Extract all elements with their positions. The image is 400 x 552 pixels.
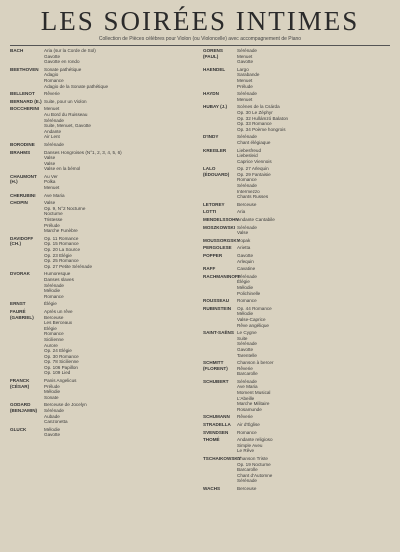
composer-entry [203,414,390,420]
work-title: Gavotte [44,53,61,59]
work-list [237,437,390,454]
work-title: Nocturne [44,211,63,217]
work-title: Berceuse [237,201,257,207]
composer-name: DAVIDOFF (CH.) [10,235,34,247]
work-title: Op. 109 Lied [44,370,71,376]
work-list [237,217,390,223]
composer-name: BERNARD (E.) [10,98,42,104]
composer-entry [203,48,390,65]
work-list [44,378,197,400]
work-title: Cavatine [237,266,256,272]
composer-name: SCHMITT (FLORENT) [203,360,228,371]
work-title: Op. 106 Papillon [44,364,78,370]
work-title: Sonate [44,394,59,400]
composer-name: FRANCK (CÉSAR) [10,378,30,389]
composer-name: ERNST [10,301,26,307]
composer-name: GODARD (BENJAMIN) [10,402,38,414]
composer-name: BACH [10,48,24,53]
composer-entry [10,174,197,191]
composer-entry [203,486,390,492]
composer-entry [10,193,197,199]
work-title: Romance [237,429,257,435]
work-list [237,148,390,165]
composer-entry [10,91,197,97]
composer-name: SCHUBERT [203,378,229,384]
title-divider [10,45,390,46]
composer-name: GLUCK [10,426,27,432]
work-title: Élégie [237,279,250,285]
composer-entry [203,330,390,358]
composer-entry [10,48,197,65]
composer-name: SAINT-SAËNS [203,330,234,336]
work-list [44,48,197,65]
work-list [237,91,390,102]
entry-spacer [10,438,197,440]
work-title: Air d'Église [237,422,260,428]
work-list [44,309,197,376]
composer-entry [10,106,197,140]
work-title: Gavotte [237,346,254,352]
work-title: Adagio [44,72,59,78]
work-title: Aubade [44,413,60,419]
work-list [237,104,390,132]
composer-name: WACHS [203,485,221,491]
work-title: Gavotte [44,432,61,438]
work-title: Rosamunde [237,406,262,412]
work-list [44,427,197,438]
work-title: Mélodie [44,426,61,432]
work-title: Chant élégiaque [237,139,271,145]
composer-name: RUBINSTEIN [203,305,232,311]
catalog-columns [10,48,390,548]
composer-entry [203,91,390,102]
work-title: Intermezzo [237,188,260,194]
work-title: Polka [44,179,56,185]
composer-entry [203,209,390,215]
composer-entry [203,202,390,208]
work-title: Caprice Viennois [237,158,272,164]
work-title: Berceuse de Jocelyn [44,402,87,408]
composer-name: HAYDN [203,91,219,97]
work-title: Barcarolle [237,467,258,473]
work-title: Op. 30 Romance [44,353,79,359]
work-title: Suite [237,335,248,341]
work-title: Humoresque [44,271,71,277]
composer-entry [203,456,390,484]
composer-entry [10,402,197,424]
work-title: Sérénade [237,341,257,347]
composer-name: HUBAY (J.) [203,104,227,110]
work-title: Sicilienne [44,336,64,342]
work-title: Sérénade [237,183,257,189]
work-title: Simple Aveu [237,442,263,448]
work-title: Romance [44,293,64,299]
work-list [237,134,390,145]
composer-name: CHOPIN [10,200,28,206]
composer-name: POPPER [203,253,223,258]
composer-entry [10,236,197,270]
composer-name: SCHUMANN [203,414,230,420]
work-title: Sérénade [237,224,257,230]
composer-name: CHAUMONT (H.) [10,173,37,185]
work-title: Sérénade [44,141,64,147]
catalog-column-right [203,48,390,548]
work-list [44,106,197,140]
work-title: Sérénade [44,408,64,414]
work-list [237,202,390,208]
work-title: Marche Militaire [237,401,270,407]
work-title: Op. 27 Arlequin [237,166,269,172]
composer-name: RACHMANINOFF [203,273,241,279]
work-title: Sérénade [237,273,257,279]
work-list [44,301,197,307]
composer-entry [203,67,390,89]
work-title: Mélodie [44,389,61,395]
composer-name: BRAHMS [10,149,31,155]
work-title: Op. 29 Fantaisie [237,171,271,177]
work-list [237,238,390,244]
work-title: Adagio de la Sonate pathétique [44,83,109,89]
work-title: Tristesse [44,217,63,223]
composer-name: BORODINE [10,141,35,147]
composer-entry [10,142,197,148]
work-title: Op. 30 Le Zéphyr [237,109,273,115]
composer-name: D'INDY [203,134,219,140]
work-list [44,174,197,191]
composer-entry [203,245,390,251]
work-list [237,360,390,377]
work-title: Andante religioso [237,437,273,443]
work-title: Danses Hongroises (N°1, 2, 3, 4, 5, 6) [44,149,122,155]
composer-name: KREISLER [203,147,227,153]
composer-name: BEETHOVEN [10,66,39,72]
work-list [237,486,390,492]
work-title: Op. 9, N°2 Nocturne [44,205,86,211]
work-title: Liebesleid [237,153,258,159]
work-title: Le Cygne [237,330,257,336]
work-list [237,306,390,328]
work-title: Largo [237,66,249,72]
composer-entry [10,200,197,234]
composer-entry [203,437,390,454]
work-list [237,456,390,484]
composer-name: LETOREY [203,201,225,207]
composer-entry [10,301,197,307]
work-title: Chanson Triste [237,456,268,461]
work-title: Valse-Caprice [237,316,266,322]
work-title: Arlequin [237,258,254,264]
work-title: Chant d'Automne [237,472,273,478]
composer-name: GORENS (PAUL) [203,48,223,59]
composer-name: LOTTI [203,209,217,215]
work-title: Liebesfreud [237,147,262,153]
composer-entry [203,217,390,223]
composer-entry [203,225,390,236]
work-list [237,330,390,358]
work-title: Sarabande [237,72,260,78]
composer-name: PERGOLESE [203,245,232,251]
composer-entry [10,271,197,299]
work-title: Menuet [237,96,253,102]
work-title: Sérénade [237,478,257,484]
work-title: Gavotte [237,253,254,258]
work-list [237,166,390,200]
work-title: Barcarolle [237,371,258,377]
work-title: Sérénade [237,91,257,97]
work-title: Moment Musical [237,390,271,396]
composer-entry [203,430,390,436]
work-title: Mélodie [44,288,61,294]
composer-entry [203,166,390,200]
work-title: Canzonetta [44,419,68,425]
work-title: Prélude [44,222,60,228]
composer-entry [203,253,390,264]
composer-entry [203,148,390,165]
composer-name: FAURÉ (GABRIEL) [10,308,34,320]
work-list [237,225,390,236]
work-title: Air Lent [44,134,60,140]
work-title: Valse [44,200,56,206]
work-title: Mélodie [237,311,254,317]
work-list [44,91,197,97]
composer-entry [203,298,390,304]
work-title: Prélude [237,83,253,89]
composer-name: DVORAK [10,271,30,277]
work-title: Tarentelle [237,352,257,358]
work-title: Op. 78 Sicilienne [44,359,79,365]
work-title: Sérénade [44,117,64,123]
composer-name: STRADELLA [203,422,231,428]
work-list [44,200,197,234]
work-title: Op. 33 Romance [237,121,272,127]
work-title: Au Ver [44,173,58,179]
work-title: Op. 25 Romance [44,258,79,264]
composer-entry [10,150,197,172]
work-title: Marche Funèbre [44,228,78,234]
work-title: Op. 27 Petite Sérénade [44,263,93,269]
work-list [237,266,390,272]
composer-name: BOCCHERINI [10,106,40,112]
work-list [237,430,390,436]
work-title: Andante Cantabile [237,217,275,223]
work-title: Sonate pathétique [44,66,82,72]
work-title: Aria [237,209,246,215]
work-title: Rêve angélique [237,322,269,328]
work-title: Op. 44 Romance [237,305,272,311]
work-title: Rêverie [44,91,60,97]
work-title: Aurore [44,342,58,348]
work-title: Après un rêve [44,308,73,314]
composer-entry [203,379,390,413]
work-title: Chants Russes [237,194,269,200]
work-title: Rêverie [237,365,253,371]
composer-entry [203,422,390,428]
composer-name: BELLENOT [10,91,35,97]
composer-entry [10,309,197,376]
work-title: Op. 11 Romance [44,235,79,241]
work-list [237,253,390,264]
work-list [237,274,390,296]
composer-name: ROUSSEAU [203,298,230,304]
work-title: Valse en la bémol [44,166,81,172]
work-title: Sérénade [237,48,257,53]
work-title: Op. 15 Romance [44,241,79,247]
work-title: Au Bord du Ruisseau [44,111,88,117]
work-list [44,402,197,424]
work-title: Ave Maria [44,192,65,198]
work-list [44,236,197,270]
work-list [237,48,390,65]
work-title: Danses slaves [44,276,74,282]
composer-entry [203,266,390,272]
work-title: Menuet [44,185,60,191]
composer-entry [203,274,390,296]
work-title: Arietta [237,245,251,251]
work-title: Scènes de la Csárda [237,104,280,110]
work-title: Hopak [237,237,251,243]
work-list [44,142,197,148]
work-title: Op. 34 Poème hongrois [237,126,286,132]
work-title: Elégie [44,325,57,331]
work-title: Le Rêve [237,448,255,454]
work-title: Ave Maria [237,384,258,390]
composer-name: HAENDEL [203,66,226,72]
work-title: Prélude [44,383,60,389]
work-title: Romance [44,331,64,337]
work-list [44,271,197,299]
work-title: Panis Angelicus [44,378,77,384]
composer-entry [10,67,197,89]
composer-entry [203,238,390,244]
work-title: Op. 23 Elégie [44,252,72,258]
composer-name: MOUSSORGSKY [203,237,240,243]
work-title: Valse [44,155,56,161]
work-title: Romance [237,298,257,304]
work-title: Berceuse [237,485,257,491]
work-title: Gavotte [237,59,254,65]
composer-name: MOSZKOWSKI [203,224,236,230]
composer-name: CHERUBINI [10,192,36,198]
work-list [237,245,390,251]
work-title: Op. 19 Nocturne [237,461,271,467]
work-title: Op. 20 La Source [44,247,81,252]
composer-entry [10,378,197,400]
work-title: Aria (sur la Corde de Sol) [44,48,96,53]
work-title: Valse [44,160,56,166]
work-title: Menuet [237,53,253,59]
page-subtitle: Collection de Pièces célèbres pour Violon (ou Violoncelle) avec accompagnement de Piano [98,36,302,42]
work-list [237,422,390,428]
work-title: Suite, Menuet, Gavotte [44,123,91,129]
work-list [44,193,197,199]
work-title: Romance [44,77,64,83]
work-list [237,379,390,413]
catalog-column-left [10,48,197,548]
composer-entry [203,134,390,145]
work-title: L'Abeille [237,395,255,401]
work-title: Menuet [237,77,253,83]
work-list [44,67,197,89]
work-title: Les Berceaux [44,320,73,326]
composer-entry [203,104,390,132]
work-title: Chanson à bercer [237,360,274,366]
work-list [44,150,197,172]
work-list [237,209,390,215]
work-title: Romance [237,177,257,183]
work-title: Op. 24 Elégie [44,348,72,354]
composer-name: THOMÉ [203,437,220,443]
work-title: Berceuse [44,314,64,320]
composer-entry [10,99,197,105]
work-title: Gavotte en rondo [44,59,80,65]
work-title: Op. 32 Hullámzó Balaton [237,115,289,121]
composer-name: LALO (ÉDOUARD) [203,166,230,177]
work-title: Sérénade [237,378,257,384]
work-title: Rêverie [237,414,253,420]
work-title: Élégie [44,301,57,307]
work-list [237,414,390,420]
composer-name: RAFF [203,266,216,272]
composer-entry [10,427,197,438]
page-title: LES SOIRÉES INTIMES [40,6,360,36]
composer-entry [203,306,390,328]
work-title: Polichinelle [237,290,261,296]
work-title: Mélodie [237,284,254,290]
work-title: Suite, pour un Violon [44,98,87,104]
work-title: Valse [237,230,249,236]
work-title: Menuet [44,106,60,112]
entry-spacer [203,492,390,494]
composer-name: TSCHAIKOWSKY [203,456,241,461]
work-list [237,67,390,89]
work-title: Sérénade [237,134,257,140]
work-title: Sérénade [44,282,64,288]
work-list [237,298,390,304]
work-title: Andante [44,128,62,134]
composer-name: MENDELSSOHN [203,217,239,223]
work-list [44,99,197,105]
composer-entry [203,360,390,377]
composer-name: SVENDSEN [203,429,229,435]
